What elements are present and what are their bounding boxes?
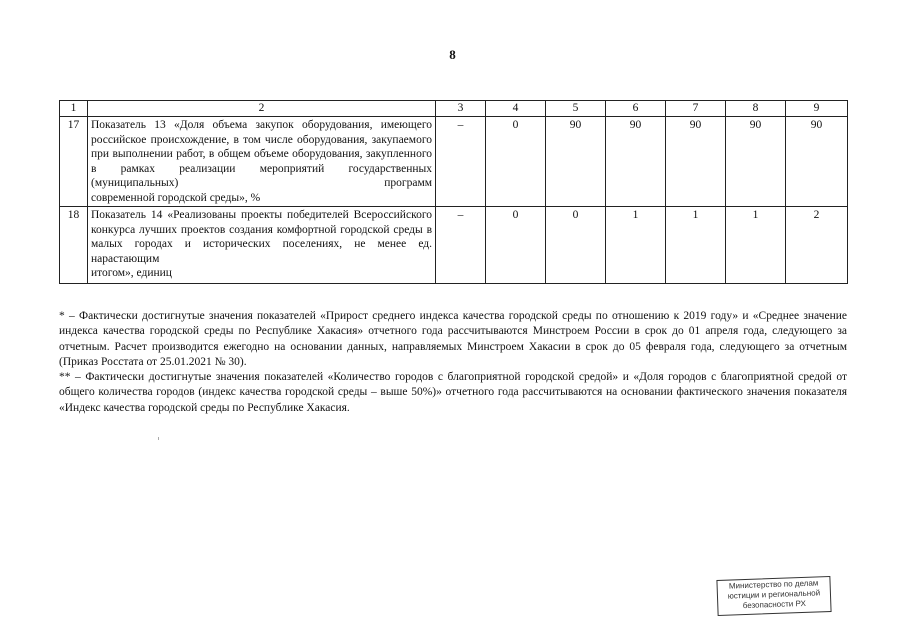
- value-cell: 90: [666, 117, 726, 207]
- row-number: 17: [60, 117, 88, 207]
- value-cell: 90: [546, 117, 606, 207]
- value-cell: 1: [726, 207, 786, 284]
- indicator-description: [88, 207, 436, 284]
- value-cell: 0: [546, 207, 606, 284]
- description-line: современной городской среды», %: [91, 191, 261, 204]
- description-line: объеме оборудования, закупленного в рамках реализации: [91, 148, 432, 175]
- row-number: 18: [60, 207, 88, 284]
- value-cell: 1: [606, 207, 666, 284]
- description-line: оборудования, закупаемого при выполнении работ, в общем: [91, 133, 432, 160]
- header-cell: 6: [606, 101, 666, 117]
- header-cell: 2: [88, 101, 436, 117]
- value-cell: 90: [726, 117, 786, 207]
- stamp-line: Министерство по делам: [728, 578, 819, 591]
- table-row: [60, 207, 848, 284]
- table-row: [60, 117, 848, 207]
- header-cell: 4: [486, 101, 546, 117]
- registration-stamp: [716, 576, 831, 616]
- header-cell: 9: [786, 101, 848, 117]
- header-cell: 5: [546, 101, 606, 117]
- description-line: Показатель 13 «Доля объема закупок оборудования,: [91, 119, 373, 131]
- description-line: итогом», единиц: [91, 267, 172, 279]
- description-line: исторических поселениях, не менее ед. нарастающим: [91, 238, 432, 265]
- header-cell: 1: [60, 101, 88, 117]
- footnotes: [59, 309, 847, 416]
- value-cell: –: [436, 117, 486, 207]
- stamp-line: юстиции и региональной: [727, 588, 821, 601]
- value-cell: 0: [486, 207, 546, 284]
- page-number: 8: [449, 47, 456, 62]
- value-cell: 1: [666, 207, 726, 284]
- description-line: Всероссийского конкурса лучших проектов создания: [91, 209, 433, 236]
- footnote-single-asterisk: * – Фактически достигнутые значения показателей «Прирост среднего индекса качества городской среды по отношению к 2019 году» и «Среднее значение индекса качества городской среды по Республике Хакасия» отчетного года рассчитываются Минстроем России в срок до 01 апреля года, следующего за отчетным. Расчет производится ежегодно на основании данных, направляемых Минстроем Хакасии в срок до 05 февраля года, следующего за отчетным (Приказ Росстата от 25.01.2021 № 30).: [59, 310, 847, 368]
- description-line: комфортной городской среды в малых городах и: [91, 223, 433, 250]
- value-cell: –: [436, 207, 486, 284]
- table-header-row: [60, 101, 848, 117]
- indicator-description: [88, 117, 436, 207]
- footnote-double-asterisk: ** – Фактически достигнутые значения показателей «Количество городов с благоприятной городской средой» и «Доля городов с благоприятной средой от общего количества городов (индекс качества городской среды – выше 50%)» отчетного года рассчитываются на основании фактического значения показателя «Индекс качества городской среды по Республике Хакасия.: [59, 371, 847, 414]
- indicators-table: [59, 100, 848, 284]
- value-cell: 2: [786, 207, 848, 284]
- value-cell: 0: [486, 117, 546, 207]
- description-line: имеющего российское происхождение, в том числе: [91, 119, 433, 146]
- scan-speck: [158, 437, 159, 440]
- header-cell: 3: [436, 101, 486, 117]
- stamp-line: безопасности РХ: [742, 598, 806, 611]
- value-cell: 90: [786, 117, 848, 207]
- description-line: Показатель 14 «Реализованы проекты победителей: [91, 209, 349, 221]
- value-cell: 90: [606, 117, 666, 207]
- header-cell: 7: [666, 101, 726, 117]
- header-cell: 8: [726, 101, 786, 117]
- description-line: мероприятий государственных (муниципальных) программ: [91, 162, 432, 189]
